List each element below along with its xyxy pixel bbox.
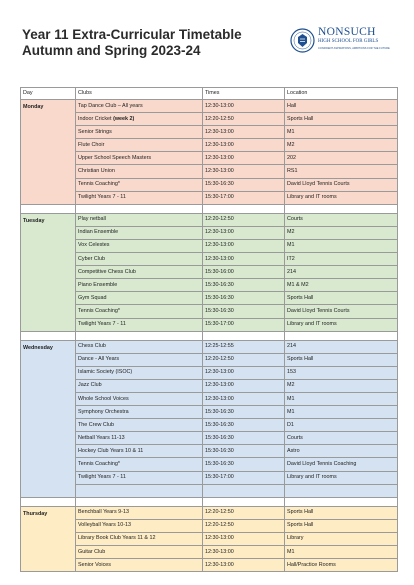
club-name: Vox Celestes — [78, 242, 110, 249]
club-name: Indian Ensemble — [78, 229, 119, 236]
separator-cell — [21, 497, 76, 506]
club-cell — [76, 406, 203, 419]
title-line-1: Year 11 Extra-Curricular Timetable — [22, 27, 242, 42]
time-cell: 12:30-13:00 — [203, 559, 285, 572]
location-cell: Sports Hall — [285, 353, 398, 366]
location-cell: Library and IT rooms — [285, 318, 398, 331]
club-cell — [76, 253, 203, 266]
time-cell: 15:30-16:30 — [203, 292, 285, 305]
logo-name: NONSUCH — [318, 26, 376, 38]
club-name: Piano Ensemble — [78, 281, 118, 288]
club-name: Cyber Club — [78, 255, 105, 262]
time-cell: 15:30-16:30 — [203, 305, 285, 318]
location-cell: Courts — [285, 213, 398, 226]
separator-cell — [203, 204, 285, 213]
day-separator — [21, 204, 398, 213]
table-row — [21, 113, 398, 126]
location-cell: Library and IT rooms — [285, 191, 398, 204]
location-cell: M1 — [285, 392, 398, 405]
table-row — [21, 432, 398, 445]
club-name: Symphony Orchestra — [78, 408, 129, 415]
day-separator — [21, 331, 398, 340]
club-cell — [76, 546, 203, 559]
location-cell: David Lloyd Tennis Coaching — [285, 458, 398, 471]
table-row — [21, 392, 398, 405]
club-cell — [76, 178, 203, 191]
location-cell: M1 — [285, 126, 398, 139]
club-name: Islamic Society (ISOC) — [78, 369, 133, 376]
logo-subtitle: HIGH SCHOOL FOR GIRLS — [318, 39, 379, 44]
logo-tagline: CONFIDENT ASPIRATIONS, AMBITIONS FOR THE FUTURE — [318, 47, 390, 50]
table-row — [21, 366, 398, 379]
table-row — [21, 484, 398, 497]
location-cell: Hall/Practice Rooms — [285, 559, 398, 572]
club-cell — [76, 392, 203, 405]
time-cell: 12:30-13:00 — [203, 139, 285, 152]
club-cell — [76, 432, 203, 445]
time-cell: 12:30-13:00 — [203, 253, 285, 266]
table-row — [21, 165, 398, 178]
time-cell: 15:30-16:30 — [203, 178, 285, 191]
club-cell — [76, 559, 203, 572]
time-cell: 12:20-12:50 — [203, 213, 285, 226]
club-cell — [76, 419, 203, 432]
club-name: Christian Union — [78, 168, 115, 175]
club-name: Whole School Voices — [78, 395, 129, 402]
location-cell: M1 — [285, 406, 398, 419]
time-cell: 15:30-16:30 — [203, 432, 285, 445]
club-name: Tennis Coaching* — [78, 460, 120, 467]
table-row — [21, 178, 398, 191]
club-cell — [76, 165, 203, 178]
separator-cell — [203, 331, 285, 340]
club-name: Volleyball Years 10-13 — [78, 522, 132, 529]
club-name: Twilight Years 7 - 11 — [78, 194, 126, 201]
table-row — [21, 546, 398, 559]
location-cell: David Lloyd Tennis Courts — [285, 305, 398, 318]
location-cell: M2 — [285, 226, 398, 239]
separator-cell — [21, 204, 76, 213]
club-cell — [76, 191, 203, 204]
day-separator — [21, 497, 398, 506]
club-name: Dance - All Years — [78, 356, 120, 363]
club-cell — [76, 113, 203, 126]
club-name: The Crew Club — [78, 421, 114, 428]
table-row — [21, 506, 398, 519]
table-row — [21, 379, 398, 392]
location-cell: 214 — [285, 340, 398, 353]
location-cell: RS1 — [285, 165, 398, 178]
table-row — [21, 279, 398, 292]
separator-cell — [76, 497, 203, 506]
timetable-body — [21, 100, 398, 572]
location-cell: M1 — [285, 546, 398, 559]
club-cell — [76, 239, 203, 252]
separator-cell — [76, 204, 203, 213]
day-cell: Wednesday — [21, 340, 76, 497]
column-header-times: Times — [203, 88, 285, 100]
separator-cell — [285, 204, 398, 213]
time-cell: 12:30-13:00 — [203, 379, 285, 392]
club-name: Senior Voices — [78, 561, 111, 568]
club-name: Flute Choir — [78, 141, 105, 148]
time-cell: 15:30-16:30 — [203, 458, 285, 471]
time-cell: 12:30-13:00 — [203, 126, 285, 139]
time-cell: 12:20-12:50 — [203, 353, 285, 366]
location-cell: M2 — [285, 379, 398, 392]
location-cell: Library and IT rooms — [285, 471, 398, 484]
location-cell: Sports Hall — [285, 506, 398, 519]
club-cell — [76, 100, 203, 113]
location-cell: 153 — [285, 366, 398, 379]
time-cell: 15:30-16:30 — [203, 279, 285, 292]
table-row — [21, 266, 398, 279]
time-cell: 12:30-13:00 — [203, 392, 285, 405]
time-cell: 12:20-12:50 — [203, 506, 285, 519]
table-row — [21, 226, 398, 239]
table-row — [21, 471, 398, 484]
club-cell — [76, 471, 203, 484]
club-name: Twilight Years 7 - 11 — [78, 321, 126, 328]
time-cell: 12:30-13:00 — [203, 532, 285, 545]
time-cell — [203, 484, 285, 497]
time-cell: 15:30-16:30 — [203, 419, 285, 432]
table-row — [21, 406, 398, 419]
club-cell — [76, 519, 203, 532]
header-row — [21, 88, 398, 100]
separator-cell — [285, 331, 398, 340]
club-cell — [76, 353, 203, 366]
club-cell — [76, 139, 203, 152]
location-cell: M2 — [285, 139, 398, 152]
club-name: Play netball — [78, 216, 106, 223]
time-cell: 15:30-16:30 — [203, 406, 285, 419]
location-cell: Sports Hall — [285, 519, 398, 532]
club-name: Senior Strings — [78, 128, 112, 135]
club-cell — [76, 292, 203, 305]
table-row — [21, 559, 398, 572]
location-cell: M1 — [285, 239, 398, 252]
club-name: Jazz Club — [78, 382, 102, 389]
table-row — [21, 340, 398, 353]
location-cell: Courts — [285, 432, 398, 445]
club-name: Guitar Club — [78, 548, 106, 555]
club-cell — [76, 152, 203, 165]
club-name: Library Book Club Years 11 & 12 — [78, 535, 156, 542]
time-cell: 15:30-17:00 — [203, 191, 285, 204]
club-cell — [76, 379, 203, 392]
location-cell: 214 — [285, 266, 398, 279]
club-name: Netball Years 11-13 — [78, 434, 125, 441]
club-cell — [76, 318, 203, 331]
club-cell — [76, 226, 203, 239]
separator-cell — [203, 497, 285, 506]
separator-cell — [76, 331, 203, 340]
club-name: Upper School Speech Masters — [78, 154, 152, 161]
club-cell — [76, 266, 203, 279]
location-cell: IT2 — [285, 253, 398, 266]
location-cell — [285, 484, 398, 497]
school-logo — [290, 26, 405, 60]
club-name: Gym Squad — [78, 294, 107, 301]
club-cell — [76, 213, 203, 226]
location-cell: Hall — [285, 100, 398, 113]
location-cell: D1 — [285, 419, 398, 432]
table-row — [21, 253, 398, 266]
location-cell: Library — [285, 532, 398, 545]
column-header-clubs: Clubs — [76, 88, 203, 100]
title-line-2: Autumn and Spring 2023-24 — [22, 43, 201, 58]
time-cell: 12:30-13:00 — [203, 546, 285, 559]
time-cell: 15:30-16:30 — [203, 445, 285, 458]
table-row — [21, 532, 398, 545]
column-header-location: Location — [285, 88, 398, 100]
club-cell — [76, 305, 203, 318]
club-name: Chess Club — [78, 343, 106, 350]
club-cell — [76, 366, 203, 379]
time-cell: 12:30-13:00 — [203, 165, 285, 178]
column-header-day: Day — [21, 88, 76, 100]
table-row — [21, 191, 398, 204]
timetable — [20, 87, 398, 572]
club-name: Hockey Club Years 10 & 11 — [78, 447, 144, 454]
time-cell: 12:30-13:00 — [203, 100, 285, 113]
table-row — [21, 318, 398, 331]
club-name: Indoor Cricket — [78, 115, 114, 122]
table-row — [21, 152, 398, 165]
table-row — [21, 305, 398, 318]
club-cell — [76, 506, 203, 519]
club-cell — [76, 458, 203, 471]
time-cell: 12:20-12:50 — [203, 519, 285, 532]
school-crest-icon — [290, 28, 315, 53]
page-title — [22, 27, 242, 59]
separator-cell — [21, 331, 76, 340]
club-name: Twilight Years 7 - 11 — [78, 474, 126, 481]
time-cell: 15:30-17:00 — [203, 471, 285, 484]
club-note: (week 2) — [113, 115, 135, 122]
time-cell: 12:30-13:00 — [203, 239, 285, 252]
location-cell: Astro — [285, 445, 398, 458]
club-cell — [76, 279, 203, 292]
time-cell: 12:30-13:00 — [203, 152, 285, 165]
club-name: Competitive Chess Club — [78, 268, 136, 275]
club-cell — [76, 445, 203, 458]
table-row — [21, 213, 398, 226]
table-row — [21, 126, 398, 139]
time-cell: 12:20-12:50 — [203, 113, 285, 126]
time-cell: 12:30-13:00 — [203, 226, 285, 239]
table-row — [21, 139, 398, 152]
time-cell: 12:30-13:00 — [203, 366, 285, 379]
location-cell: 202 — [285, 152, 398, 165]
day-cell: Monday — [21, 100, 76, 205]
location-cell: David Lloyd Tennis Courts — [285, 178, 398, 191]
table-row — [21, 292, 398, 305]
table-row — [21, 445, 398, 458]
day-cell: Thursday — [21, 506, 76, 571]
club-name: Tap Dance Club – All years — [78, 102, 143, 109]
separator-cell — [285, 497, 398, 506]
club-cell — [76, 126, 203, 139]
table-row — [21, 419, 398, 432]
table-row — [21, 458, 398, 471]
time-cell: 12:25-12:55 — [203, 340, 285, 353]
club-name: Tennis Coaching* — [78, 181, 120, 188]
table-row — [21, 100, 398, 113]
table-row — [21, 353, 398, 366]
club-name: Benchball Years 9-13 — [78, 509, 129, 516]
club-name: Tennis Coaching* — [78, 307, 120, 314]
club-cell — [76, 340, 203, 353]
time-cell: 15:30-17:00 — [203, 318, 285, 331]
day-cell: Tuesday — [21, 213, 76, 331]
location-cell: Sports Hall — [285, 292, 398, 305]
club-cell — [76, 532, 203, 545]
location-cell: Sports Hall — [285, 113, 398, 126]
club-cell — [76, 484, 203, 497]
table-row — [21, 239, 398, 252]
location-cell: M1 & M2 — [285, 279, 398, 292]
table-row — [21, 519, 398, 532]
time-cell: 15:30-16:00 — [203, 266, 285, 279]
